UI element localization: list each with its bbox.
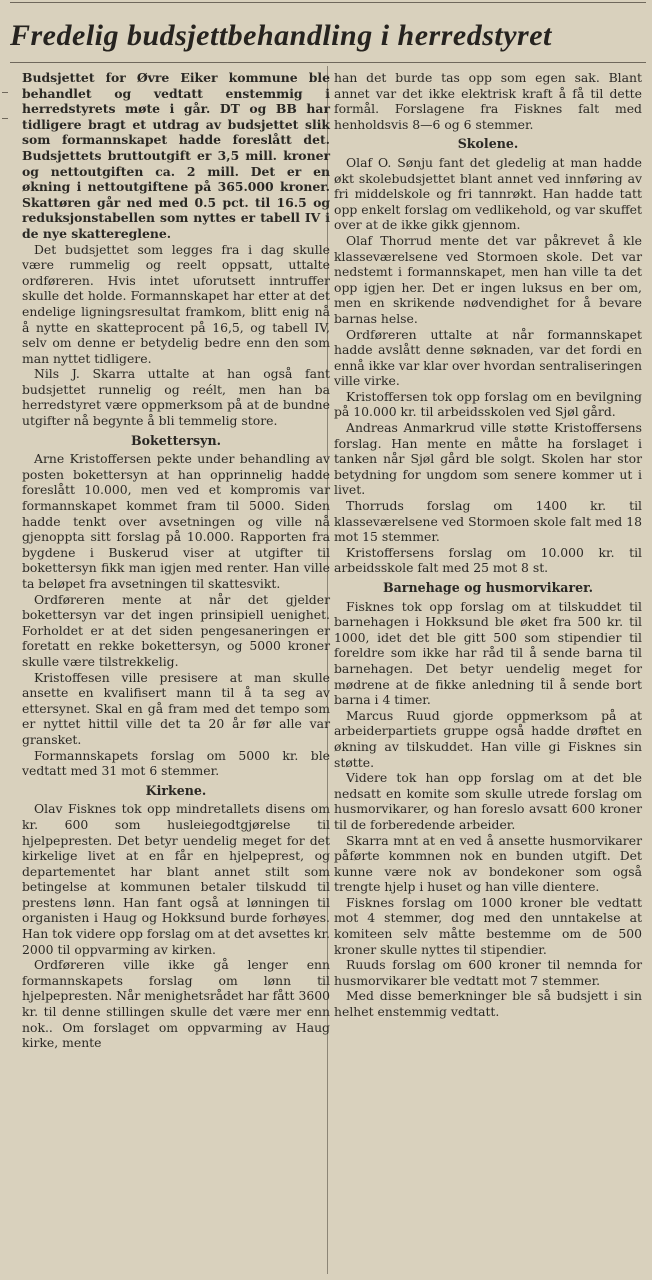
paragraph: han det burde tas opp som egen sak. Blant annet var det ikke elektrisk kraft å få til dette formål. Forslagene fra Fisknes falt med henholdsvis 8—6 og 6 stemmer. — [334, 70, 642, 132]
paragraph: Ordføreren ville ikke gå lenger enn formannskapets forslag om lønn til hjelpepresten. Når menighetsrådet har fått 3600 kr. til denne stillingen skulle det være mer enn nok.. Om forslaget om oppvarming av Haug kirke, mente — [22, 957, 330, 1051]
paragraph: Fisknes forslag om 1000 kroner ble vedtatt mot 4 stemmer, dog med den unntakelse at komiteen selv måtte bestemme om de 500 kroner skulle nyttes til stipendier. — [334, 894, 642, 957]
top-rule — [10, 2, 646, 3]
article-column-right — [334, 70, 642, 1020]
subheading-skolene: Skolene. — [457, 136, 519, 152]
margin-mark — [2, 118, 8, 119]
paragraph: Olav Fisknes tok opp mindretallets disens om kr. 600 som husleiegodtgjørelse til hjelpepresten. Det betyr uendelig meget for det kirkelige livet at en får en hjelpeprest, og departementet har blant annet stilt som betingelse at kommunen betaler tilskudd til prestens lønn. Han fant også at lønningen til organisten i Haug og Hokksund burde forhøyes. Han tok videre opp forslag om at det avsettes kr. 2000 til oppvarming av kirken. — [22, 801, 330, 957]
paragraph: Skarra mnt at en ved å ansette husmorvikarer påførte kommnen nok en bunden utgift. Det kunne være nok av bondekoner som også trengte hjelp i huset og han ville dientere. — [334, 832, 642, 895]
paragraph: Nils J. Skarra uttalte at han også fant budsjettet runnelig og reélt, men han ba herredstyret være oppmerksom på at de bundne utgifter nå begynte å bli temmelig store. — [22, 366, 330, 429]
subheading-bokettersyn: Bokettersyn. — [130, 432, 221, 448]
subheading-barnehage: Barnehage og husmorvikarer. — [383, 580, 593, 595]
subheading-kirkene: Kirkene. — [145, 782, 207, 798]
margin-mark — [2, 92, 8, 93]
article-column-left — [22, 70, 330, 1051]
paragraph: Andreas Anmarkrud ville støtte Kristoffersens forslag. Han mente en måtte ha forslaget i tanken når Sjøl gård ble solgt. Skolen har stor betydning for ungdom som senere kommer ut i livet. — [334, 420, 642, 498]
paragraph: Kristoffersen tok opp forslag om en bevilgning på 10.000 kr. til arbeidsskolen ved Sjøl gård. — [334, 388, 642, 420]
headline-rule — [10, 62, 646, 63]
paragraph: Ruuds forslag om 600 kroner til nemnda for husmorvikarer ble vedtatt mot 7 stemmer. — [334, 957, 642, 988]
paragraph: Arne Kristoffersen pekte under behandling av posten bokettersyn at han opprinnelig hadde foreslått 10.000, men ved et kompromis var formannskapet kommet fram til 5000. Siden hadde tenkt over avsetningen og ville nå gjenoppta sitt forslag på 10.000. Rapporten fra bygdene i Buskerud viser at utgifter til bokettersyn fikk man igjen med renter. Han ville ta beløpet fra avsetningen til skattesvikt. — [22, 451, 330, 591]
paragraph: Ordføreren mente at når det gjelder bokettersyn var det ingen prinsipiell uenighet. Forholdet er at det siden pengesaneringen er foretatt en rekke bokettersyn, og 5000 kroner skulle være tilstrekkelig. — [22, 591, 330, 669]
paragraph: Videre tok han opp forslag om at det ble nedsatt en komite som skulle utrede forslag om husmorvikarer, og han foreslo avsatt 600 kroner til de forberedende arbeider. — [334, 770, 642, 832]
headline: Fredelig budsjettbehandling i herredstyret — [10, 19, 552, 52]
paragraph: Kristoffersens forslag om 10.000 kr. til arbeidsskole falt med 25 mot 8 st. — [334, 544, 642, 576]
paragraph: Med disse bemerkninger ble så budsjett i sin helhet enstemmig vedtatt. — [334, 988, 642, 1020]
paragraph: Det budsjettet som legges fra i dag skulle være rummelig og reelt oppsatt, uttalte ordføreren. Hvis intet uforutsett inntruffer skulle det holde. Formannskapet har etter at det endelige ligningsresultat framkom, blitt enig nå å nytte en skatteprocent på 16,5, og tabell IV, selv om denne er betydelig bedre enn den som man nyttet tidligere. — [22, 241, 330, 366]
paragraph: Fisknes tok opp forslag om at tilskuddet til barnehagen i Hokksund ble øket fra 500 kr. til 1000, idet det ble gitt 500 som stipendier til foreldre som ikke har råd til å sende barna til barnehagen. Det betyr uendelig meget for mødrene at de fikke anledning til å sende bort barna i 4 timer. — [334, 598, 642, 708]
paragraph: Olaf Thorrud mente det var påkrevet å kle klasseværelsene ved Stormoen skole. Det var nedstemt i formannskapet, men han ville ta det opp igjen her. Det er ingen luksus en ber om, men en skrikende nødvendighet for å bevare barnas helse. — [334, 232, 642, 326]
paragraph: Ordføreren uttalte at når formannskapet hadde avslått denne søknaden, var det fordi en ennå ikke var klar over hvordan sentraliseringen ville virke. — [334, 326, 642, 389]
lead-paragraph: Budsjettet for Øvre Eiker kommune ble behandlet og vedtatt enstemmig i herredstyrets møte i går. DT og BB har tidligere bragt et utdrag av budsjettet slik som formannskapet hadde foreslått det. Budsjettets bruttoutgift er 3,5 mill. kroner og nettoutgiften ca. 2 mill. Det er en økning i nettoutgiftene på 365.000 kroner. Skattøren går ned med 0.5 pct. til 16.5 og reduksjonstabellen som nyttes er tabell IV i de nye skattereglene. — [22, 70, 330, 241]
paragraph: Thorruds forslag om 1400 kr. til klasseværelsene ved Stormoen skole falt med 18 mot 15 stemmer. — [334, 498, 642, 545]
paragraph: Olaf O. Sønju fant det gledelig at man hadde økt skolebudsjettet blant annet ved innføring av fri middelskole og fri tannrøkt. Han hadde tatt opp enkelt forslag om vedlikehold, og var skuffet over at de ikke gikk gjennom. — [334, 154, 642, 233]
paragraph: Kristoffesen ville presisere at man skulle ansette en kvalifisert mann til å ta seg av ettersynet. Skal en gå fram med det tempo som er nyttet hittil ville det ta 20 år før alle var gransket. — [22, 669, 330, 747]
paragraph: Formannskapets forslag om 5000 kr. ble vedtatt med 31 mot 6 stemmer. — [22, 747, 330, 779]
paragraph: Marcus Ruud gjorde oppmerksom på at arbeiderpartiets gruppe også hadde drøftet en økning av tilskuddet. Han ville gi Fisknes sin støtte. — [334, 707, 642, 770]
